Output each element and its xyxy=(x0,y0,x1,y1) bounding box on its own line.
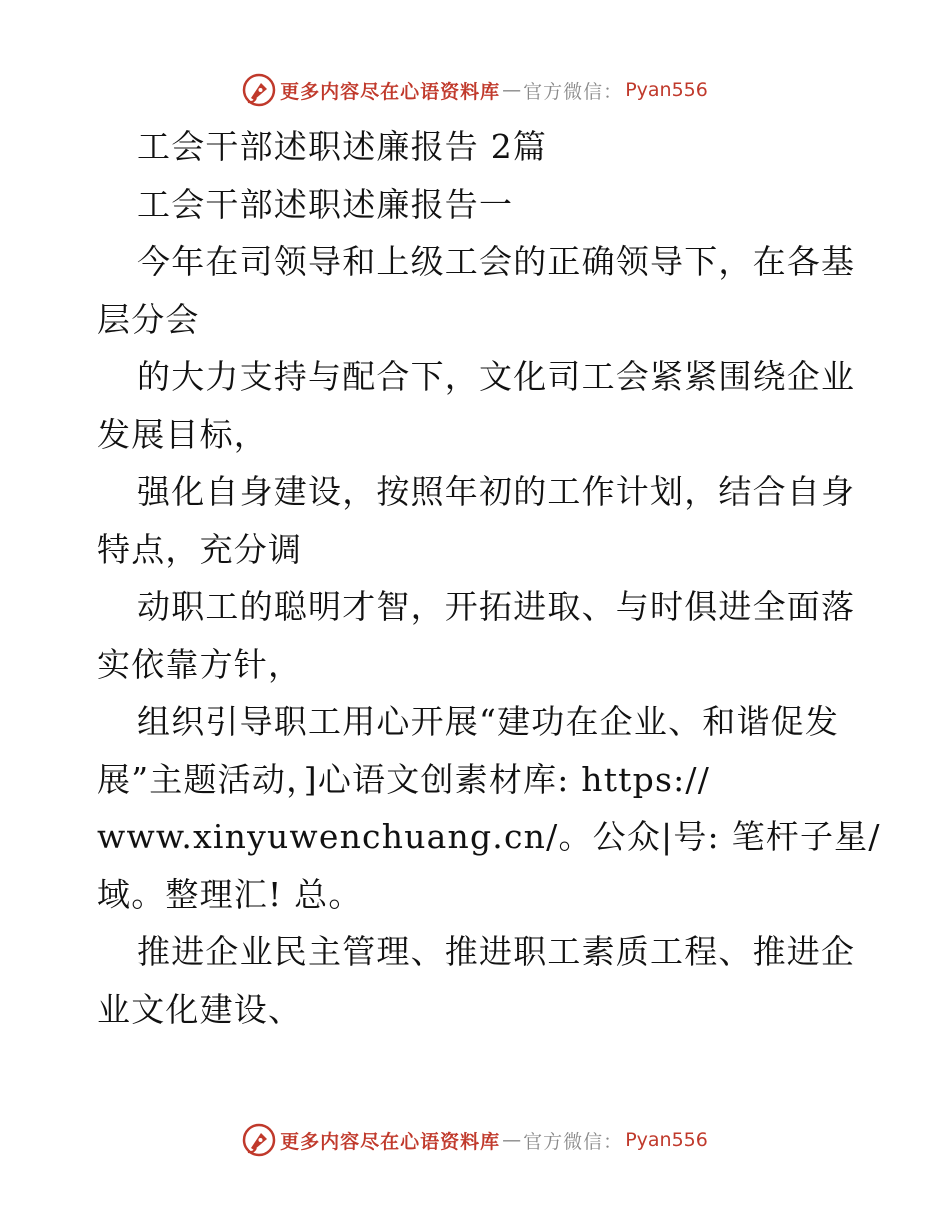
paragraph-line: 强化自身建设，按照年初的工作计划，结合自身 xyxy=(137,472,856,511)
paragraph-line: 推进企业民主管理、推进职工素质工程、推进企 xyxy=(137,932,856,971)
paragraph-line: 特点，充分调 xyxy=(97,529,303,569)
document-title: 工会干部述职述廉报告 2篇 xyxy=(137,127,548,166)
banner-separator: — xyxy=(502,79,522,101)
pen-nib-icon xyxy=(242,1123,276,1157)
paragraph-line: 业文化建设、 xyxy=(97,989,303,1029)
url-line: www.xinyuwenchuang.cn/。公众|号: 笔杆子星/ xyxy=(97,817,881,856)
paragraph-line: 组织引导职工用心开展“建功在企业、和谐促发 xyxy=(137,702,840,741)
banner-wechat-label: 官方微信： xyxy=(523,1130,624,1153)
banner-wechat-id: Pyan556 xyxy=(625,79,708,101)
banner-separator: — xyxy=(502,1129,522,1151)
paragraph-line: 的大力支持与配合下，文化司工会紧紧围绕企业 xyxy=(137,357,856,396)
paragraph-line: 域。整理汇! 总。 xyxy=(97,874,363,914)
paragraph-line: 展”主题活动，]心语文创素材库: https:// xyxy=(97,759,711,799)
banner-main-text: 更多内容尽在心语资料库 xyxy=(280,1130,501,1153)
banner-wechat-label: 官方微信： xyxy=(523,80,624,103)
banner-main-text: 更多内容尽在心语资料库 xyxy=(280,80,501,103)
document-subtitle: 工会干部述职述廉报告一 xyxy=(137,184,514,224)
document-body xyxy=(97,118,881,1038)
banner-wechat-id: Pyan556 xyxy=(625,1129,708,1151)
paragraph-line: 实依靠方针， xyxy=(97,644,303,684)
paragraph-line: 层分会 xyxy=(97,299,200,339)
paragraph-line: 发展目标， xyxy=(97,414,268,454)
header-banner xyxy=(0,70,950,110)
footer-banner xyxy=(0,1120,950,1160)
paragraph-line: 动职工的聪明才智，开拓进取、与时俱进全面落 xyxy=(137,587,856,626)
paragraph-line: 今年在司领导和上级工会的正确领导下，在各基 xyxy=(137,242,856,281)
pen-nib-icon xyxy=(242,73,276,107)
